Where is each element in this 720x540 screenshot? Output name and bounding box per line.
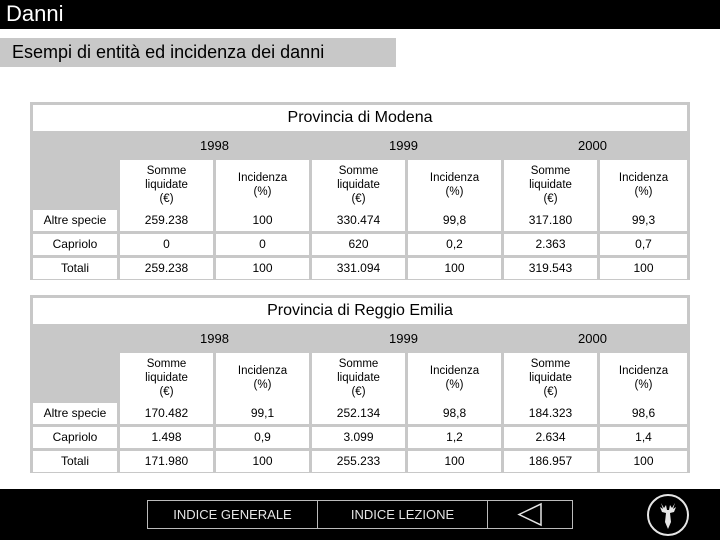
table-cell: 100	[216, 210, 309, 231]
table-cell: 184.323	[504, 403, 597, 424]
table-cell: 99,3	[600, 210, 687, 231]
row-label: Totali	[33, 451, 117, 472]
header-somme-1998: Somme liquidate (€)	[120, 353, 213, 403]
year-header-row	[120, 327, 687, 350]
index-lesson-button[interactable]: INDICE LEZIONE	[317, 500, 488, 529]
table-cell: 170.482	[120, 403, 213, 424]
table-cell: 1.498	[120, 427, 213, 448]
header-incidenza-2000: Incidenza (%)	[600, 160, 687, 210]
table-cell: 255.233	[312, 451, 405, 472]
table-cell: 331.094	[312, 258, 405, 279]
header-incidenza-1998: Incidenza (%)	[216, 353, 309, 403]
row-label: Altre specie	[33, 403, 117, 424]
table-title: Provincia di Modena	[33, 105, 687, 131]
row-label: Capriolo	[33, 427, 117, 448]
table-cell: 186.957	[504, 451, 597, 472]
header-incidenza-2000: Incidenza (%)	[600, 353, 687, 403]
table-cell: 0	[216, 234, 309, 255]
title-bar	[0, 0, 720, 29]
header-incidenza-1999: Incidenza (%)	[408, 160, 501, 210]
table-cell: 171.980	[120, 451, 213, 472]
header-somme-2000: Somme liquidate (€)	[504, 353, 597, 403]
table-cell: 100	[600, 451, 687, 472]
table-cell: 259.238	[120, 258, 213, 279]
table-cell: 99,8	[408, 210, 501, 231]
table-row	[33, 234, 687, 255]
header-incidenza-1999: Incidenza (%)	[408, 353, 501, 403]
index-general-button[interactable]: INDICE GENERALE	[147, 500, 318, 529]
year-1999: 1999	[389, 138, 418, 153]
table-cell: 98,6	[600, 403, 687, 424]
table-row	[33, 427, 687, 448]
deer-head-icon	[649, 496, 687, 534]
subtitle-text: Esempi di entità ed incidenza dei danni	[12, 42, 325, 62]
table-cell: 1,2	[408, 427, 501, 448]
triangle-left-icon	[488, 501, 572, 528]
table-cell: 0,2	[408, 234, 501, 255]
deer-logo-icon[interactable]	[647, 494, 689, 536]
table-cell: 330.474	[312, 210, 405, 231]
table-cell: 252.134	[312, 403, 405, 424]
table-cell: 319.543	[504, 258, 597, 279]
table-cell: 0	[120, 234, 213, 255]
header-somme-1999: Somme liquidate (€)	[312, 353, 405, 403]
table-row	[33, 451, 687, 472]
table-cell: 620	[312, 234, 405, 255]
table-title: Provincia di Reggio Emilia	[33, 298, 687, 324]
table-cell: 3.099	[312, 427, 405, 448]
table-cell: 100	[408, 258, 501, 279]
table-cell: 100	[216, 258, 309, 279]
header-somme-1999: Somme liquidate (€)	[312, 160, 405, 210]
row-label: Altre specie	[33, 210, 117, 231]
page-title: Danni	[6, 1, 64, 26]
year-1998: 1998	[200, 331, 229, 346]
year-2000: 2000	[578, 331, 607, 346]
table-cell: 2.634	[504, 427, 597, 448]
table-row	[33, 403, 687, 424]
year-1998: 1998	[200, 138, 229, 153]
table-cell: 1,4	[600, 427, 687, 448]
table-modena	[30, 102, 690, 280]
table-reggio-emilia	[30, 295, 690, 473]
table-cell: 100	[216, 451, 309, 472]
table-cell: 259.238	[120, 210, 213, 231]
table-cell: 0,9	[216, 427, 309, 448]
table-cell: 100	[408, 451, 501, 472]
back-button[interactable]	[487, 500, 573, 529]
header-somme-1998: Somme liquidate (€)	[120, 160, 213, 210]
table-row	[33, 210, 687, 231]
table-cell: 0,7	[600, 234, 687, 255]
subtitle-banner	[0, 38, 396, 67]
table-cell: 317.180	[504, 210, 597, 231]
table-cell: 100	[600, 258, 687, 279]
table-cell: 99,1	[216, 403, 309, 424]
year-2000: 2000	[578, 138, 607, 153]
year-header-row	[120, 134, 687, 157]
header-incidenza-1998: Incidenza (%)	[216, 160, 309, 210]
row-label: Capriolo	[33, 234, 117, 255]
footer-nav	[0, 489, 720, 540]
header-somme-2000: Somme liquidate (€)	[504, 160, 597, 210]
table-cell: 2.363	[504, 234, 597, 255]
row-label: Totali	[33, 258, 117, 279]
table-row	[33, 258, 687, 279]
year-1999: 1999	[389, 331, 418, 346]
table-cell: 98,8	[408, 403, 501, 424]
